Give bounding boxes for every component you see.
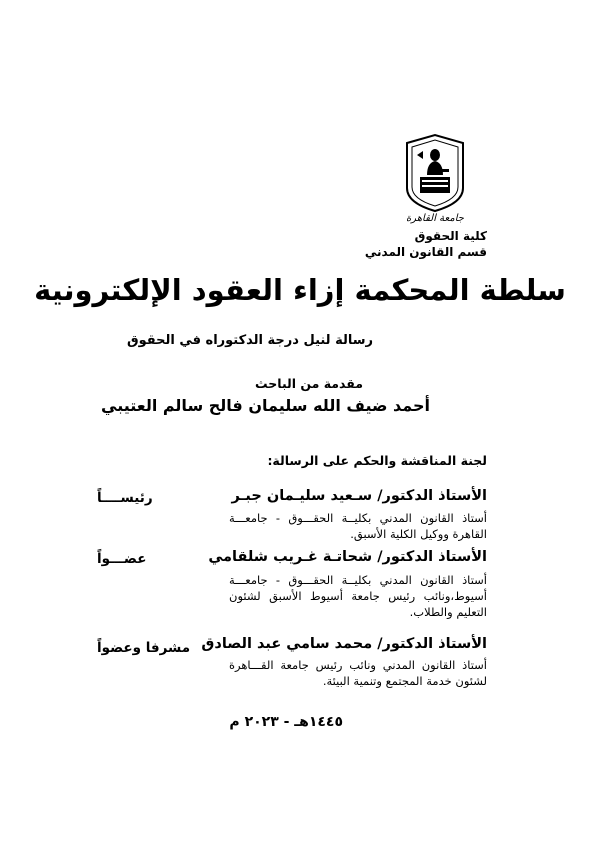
committee-member-description: أستاذ القانون المدني بكليــة الحقـــوق - جامعـــة أسيوط،ونائب رئيس جامعة أسيوط الأسبق لشئون التعليم والطلاب. [229,573,487,619]
faculty-name: كلية الحقوق [414,229,487,243]
committee-member-role: عضـــواً [97,551,147,567]
department-name: قسم القانون المدني [364,245,487,259]
thesis-title: سلطة المحكمة إزاء العقود الإلكترونية [34,273,566,307]
thesis-date: ١٤٤٥هـ - ٢٠٢٣ م [229,714,343,730]
degree-statement: رسالة لنيل درجة الدكتوراه في الحقوق [126,333,373,348]
committee-member-role: مشرفا وعضواً [97,640,191,656]
committee-member-name: الأستاذ الدكتور/ محمد سامي عبد الصادق [201,636,487,652]
committee-heading: لجنة المناقشة والحكم على الرسالة: [267,453,487,468]
committee-member-description: أستاذ القانون المدني ونائب رئيس جامعة القـــاهرة لشئون خدمة المجتمع وتنمية البيئة. [229,658,487,688]
scribe-statue-icon [417,149,450,193]
researcher-name: أحمد ضيف الله سليمان فالح سالم العتيبي [101,396,430,415]
committee-member-role: رئيســــاً [97,490,153,506]
university-logo [403,133,467,225]
committee-member-name: الأستاذ الدكتور/ سـعيد سليـمان جبـر [231,488,487,504]
committee-member-name: الأستاذ الدكتور/ شحاتـة غـريب شلقامي [208,549,487,565]
presented-by-label: مقدمة من الباحث [255,376,363,391]
committee-member-description: أستاذ القانون المدني بكليــة الحقـــوق - جامعـــة القاهرة ووكيل الكلية الأسبق. [229,511,487,541]
university-logo-text: جامعة القاهرة [406,213,464,224]
